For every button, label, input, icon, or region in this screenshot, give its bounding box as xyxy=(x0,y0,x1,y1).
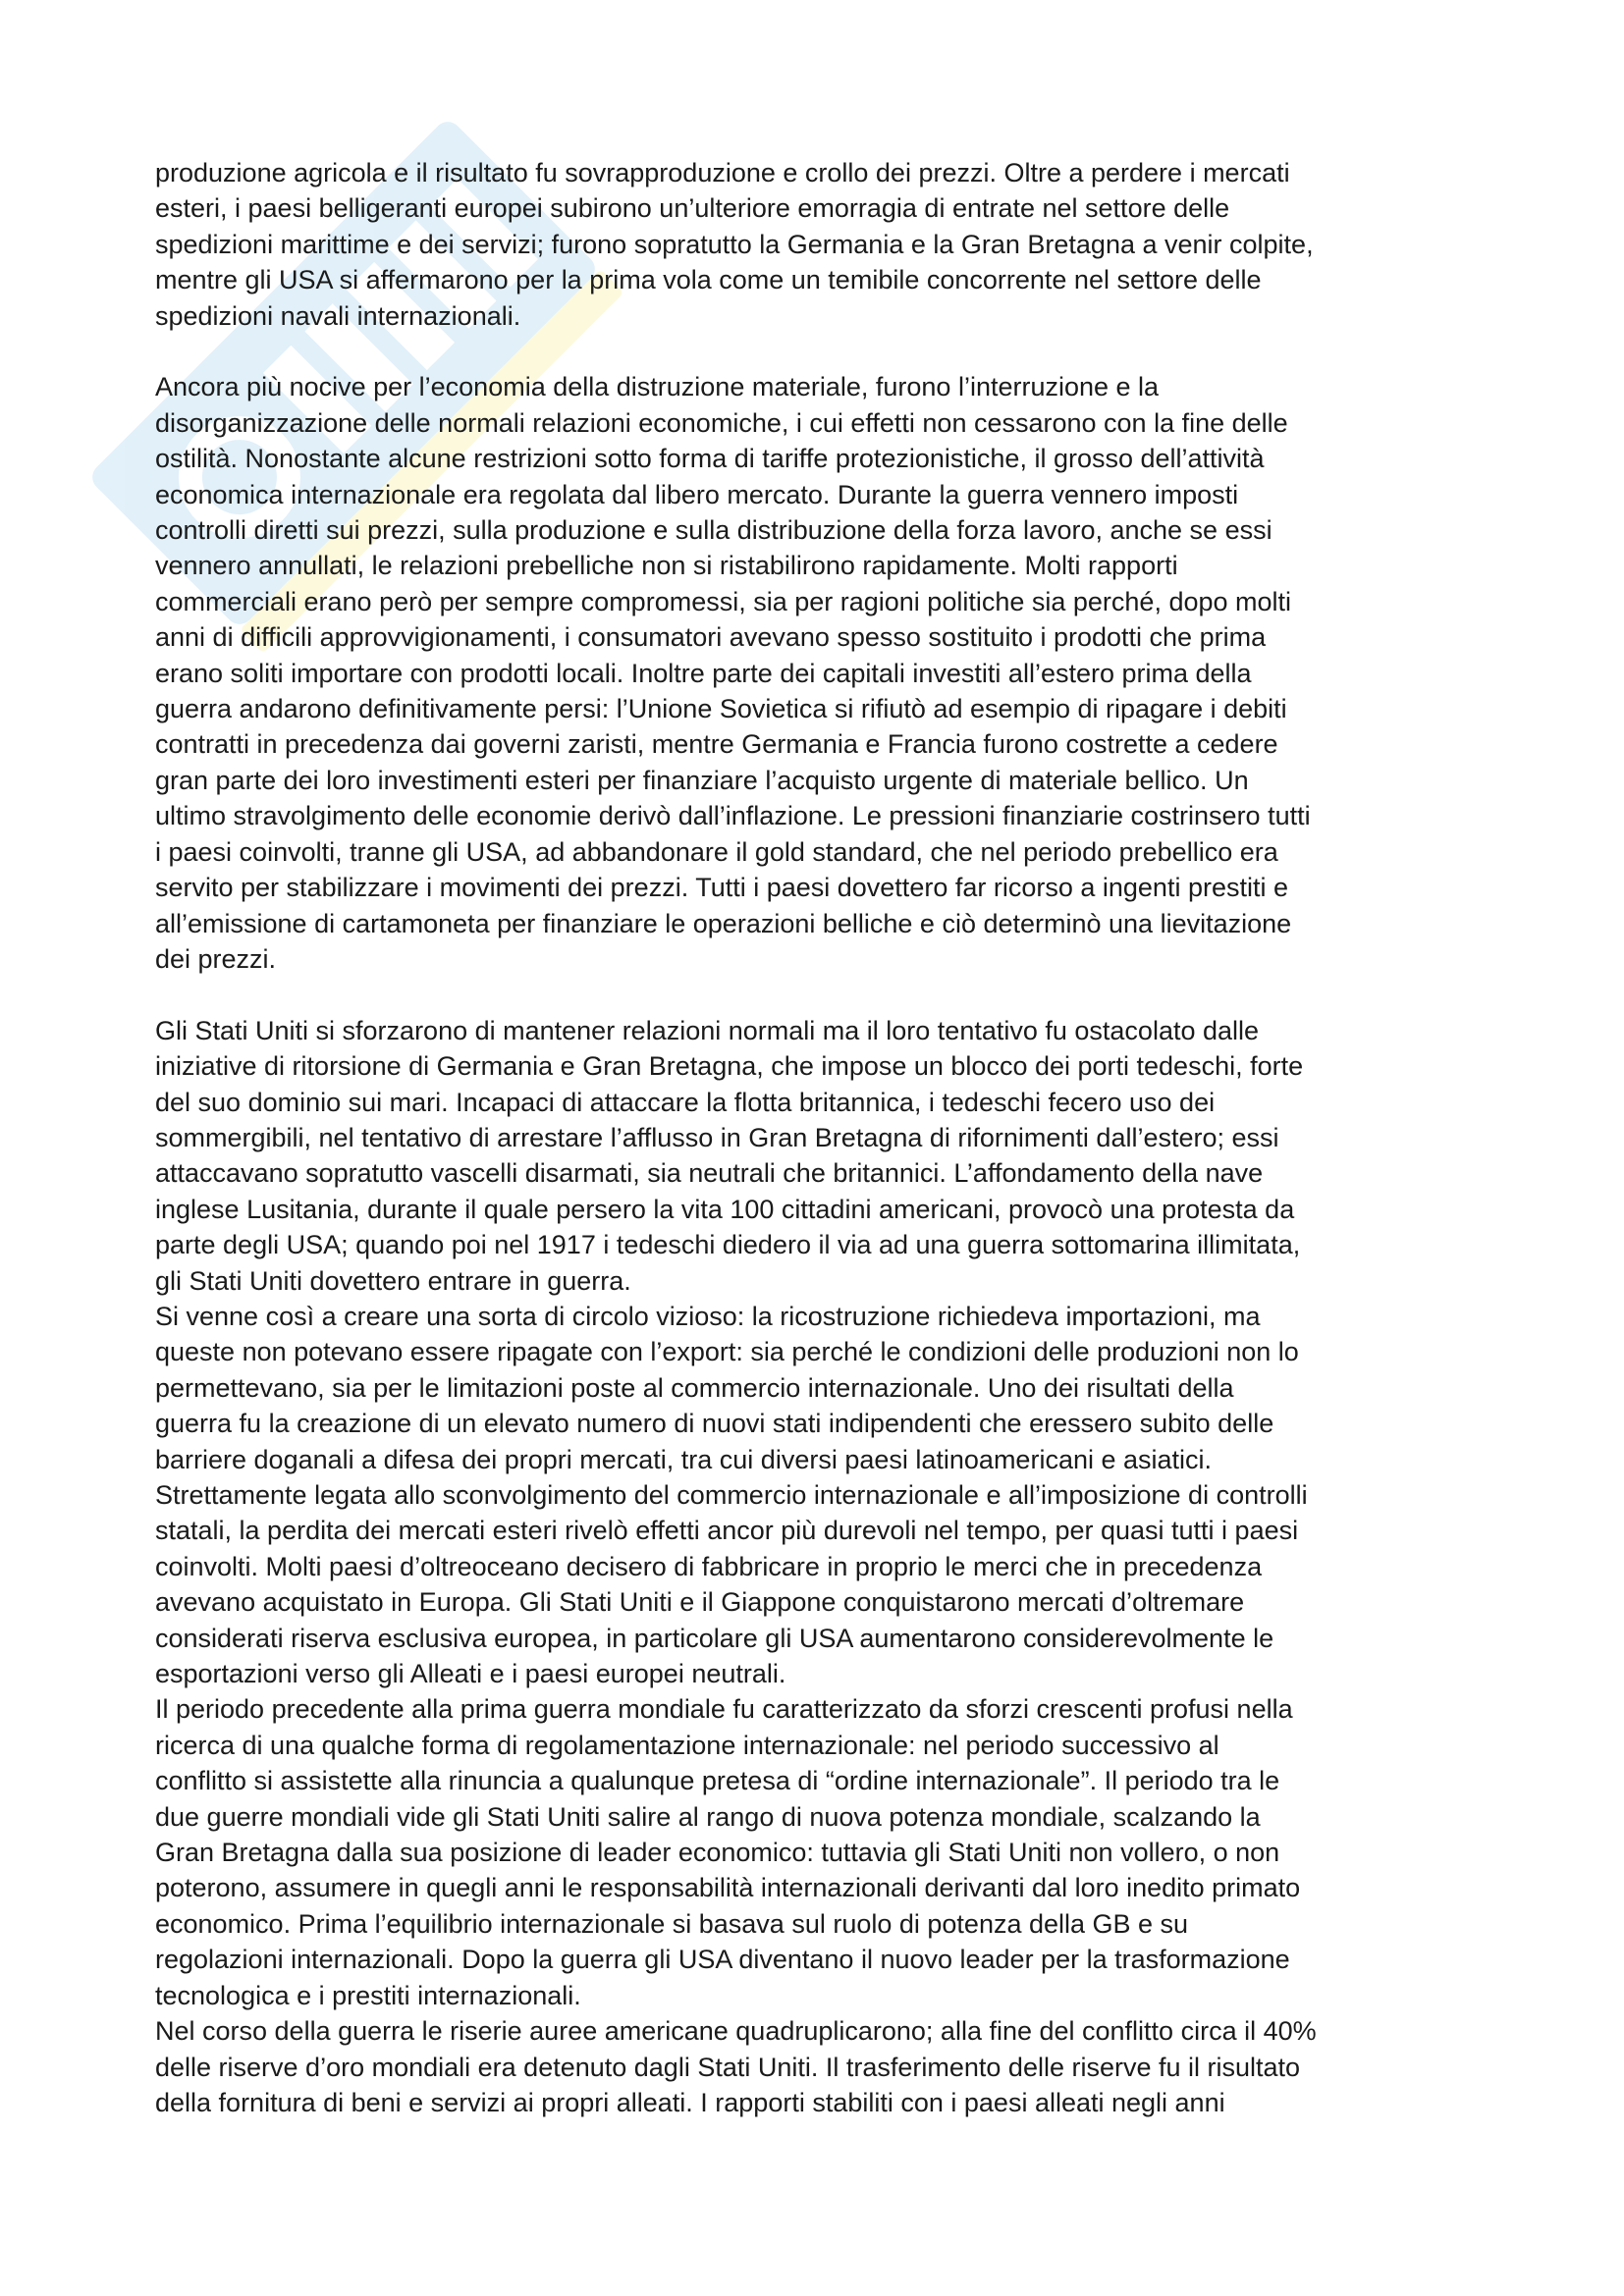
text-line: produzione agricola e il risultato fu sovrapproduzione e crollo dei prezzi. Oltre a perdere i mercati xyxy=(155,158,1290,187)
text-line: statali, la perdita dei mercati esteri rivelò effetti ancor più durevoli nel tempo, per quasi tutti i paesi xyxy=(155,1516,1299,1546)
text-line: Gran Bretagna dalla sua posizione di leader economico: tuttavia gli Stati Uniti non vollero, o non xyxy=(155,1838,1280,1868)
text-line: avevano acquistato in Europa. Gli Stati Uniti e il Giappone conquistarono mercati d’oltremare xyxy=(155,1587,1245,1618)
text-line: parte degli USA; quando poi nel 1917 i tedeschi diedero il via ad una guerra sottomarina illimitata, xyxy=(155,1230,1301,1260)
text-line: gli Stati Uniti dovettero entrare in guerra. xyxy=(155,1265,631,1296)
text-line: guerra fu la creazione di un elevato numero di nuovi stati indipendenti che eressero subito delle xyxy=(155,1409,1274,1439)
text-line: sommergibili, nel tentativo di arrestare l’afflusso in Gran Bretagna di rifornimenti dall’estero; essi xyxy=(155,1122,1279,1152)
text-line: economico. Prima l’equilibrio internazionale si basava sul ruolo di potenza della GB e su xyxy=(155,1908,1189,1939)
text-line: gran parte dei loro investimenti esteri per finanziare l’acquisto urgente di materiale bellico. Un xyxy=(155,765,1249,795)
text-line: erano soliti importare con prodotti locali. Inoltre parte dei capitali investiti all’estero prima della xyxy=(155,658,1252,688)
text-line: due guerre mondiali vide gli Stati Uniti salire al rango di nuova potenza mondiale, scalzando la xyxy=(155,1801,1261,1832)
text-line: spedizioni navali internazionali. xyxy=(155,300,521,331)
text-line: commerciali erano però per sempre compromessi, sia per ragioni politiche sia perché, dopo molti xyxy=(155,586,1292,616)
text-line: controlli diretti sui prezzi, sulla produzione e sulla distribuzione della forza lavoro, anche se essi xyxy=(155,515,1272,546)
paragraph-1 xyxy=(155,155,1490,334)
text-line: economica internazionale era regolata dal libero mercato. Durante la guerra vennero imposti xyxy=(155,479,1239,509)
text-line: coinvolti. Molti paesi d’oltreoceano decisero di fabbricare in proprio le merci che in precedenza xyxy=(155,1551,1263,1581)
text-line: poterono, assumere in quegli anni le responsabilità internazionali derivanti dal loro inedito primato xyxy=(155,1873,1301,1903)
text-line: all’emissione di cartamoneta per finanziare le operazioni belliche e ciò determinò una lievitazione xyxy=(155,908,1292,938)
text-line: i paesi coinvolti, tranne gli USA, ad abbandonare il gold standard, che nel periodo prebellico era xyxy=(155,836,1278,867)
paragraph-gap xyxy=(155,334,1490,369)
text-line: Strettamente legata allo sconvolgimento del commercio internazionale e all’imposizione di controlli xyxy=(155,1480,1308,1510)
text-line: ricerca di una qualche forma di regolamentazione internazionale: nel periodo successivo al xyxy=(155,1730,1219,1760)
paragraph-3 xyxy=(155,1013,1490,2121)
text-line: tecnologica e i prestiti internazionali. xyxy=(155,1980,581,2010)
text-line: Ancora più nocive per l’economia della distruzione materiale, furono l’interruzione e la xyxy=(155,372,1160,402)
text-line: barriere doganali a difesa dei propri mercati, tra cui diversi paesi latinoamericani e asiatici. xyxy=(155,1444,1213,1474)
text-line: ostilità. Nonostante alcune restrizioni sotto forma di tariffe protezionistiche, il grosso dell’attività xyxy=(155,444,1265,474)
text-line: servito per stabilizzare i movimenti dei prezzi. Tutti i paesi dovettero far ricorso a ingenti prestiti e xyxy=(155,873,1288,903)
text-line: inglese Lusitania, durante il quale persero la vita 100 cittadini americani, provocò una protesta da xyxy=(155,1194,1295,1224)
text-line: dei prezzi. xyxy=(155,943,277,974)
text-line: queste non potevano essere ripagate con l’export: sia perché le condizioni delle produzioni non lo xyxy=(155,1337,1299,1367)
text-line: anni di difficili approvvigionamenti, i consumatori avevano spesso sostituito i prodotti che prima xyxy=(155,622,1267,653)
text-line: regolazioni internazionali. Dopo la guerra gli USA diventano il nuovo leader per la trasformazione xyxy=(155,1945,1290,1975)
text-line: disorganizzazione delle normali relazioni economiche, i cui effetti non cessarono con la fine delle xyxy=(155,407,1288,438)
text-line: esteri, i paesi belligeranti europei subirono un’ulteriore emorragia di entrate nel settore delle xyxy=(155,193,1230,224)
text-line: del suo dominio sui mari. Incapaci di attaccare la flotta britannica, i tedeschi fecero uso dei xyxy=(155,1087,1216,1117)
text-line: esportazioni verso gli Alleati e i paesi europei neutrali. xyxy=(155,1659,786,1689)
text-line: considerati riserva esclusiva europea, in particolare gli USA aumentarono considerevolmente le xyxy=(155,1623,1274,1653)
document-body xyxy=(155,155,1490,2120)
text-line: spedizioni marittime e dei servizi; furono sopratutto la Germania e la Gran Bretagna a venir colpite, xyxy=(155,229,1314,259)
text-line: mentre gli USA si affermarono per la prima vola come un temibile concorrente nel settore delle xyxy=(155,265,1262,295)
text-line: Si venne così a creare una sorta di circolo vizioso: la ricostruzione richiedeva importazioni, ma xyxy=(155,1301,1261,1331)
text-line: delle riserve d’oro mondiali era detenuto dagli Stati Uniti. Il trasferimento delle riserve fu il risultato xyxy=(155,2052,1301,2082)
text-line: vennero annullati, le relazioni prebelliche non si ristabilirono rapidamente. Molti rapporti xyxy=(155,551,1178,581)
text-line: permettevano, sia per le limitazioni poste al commercio internazionale. Uno dei risultati della xyxy=(155,1372,1234,1403)
text-line: Nel corso della guerra le riserie auree americane quadruplicarono; alla fine del conflitto circa il 40% xyxy=(155,2016,1317,2047)
text-line: ultimo stravolgimento delle economie derivò dall’inflazione. Le pressioni finanziarie costrinsero tutti xyxy=(155,801,1311,831)
text-line: conflitto si assistette alla rinuncia a qualunque pretesa di “ordine internazionale”. Il periodo tra le xyxy=(155,1766,1280,1796)
text-line: Gli Stati Uniti si sforzarono di mantener relazioni normali ma il loro tentativo fu ostacolato dalle xyxy=(155,1015,1260,1045)
text-line: attaccavano sopratutto vascelli disarmati, sia neutrali che britannici. L’affondamento della nave xyxy=(155,1158,1264,1189)
paragraph-gap xyxy=(155,977,1490,1012)
text-line: contratti in precedenza dai governi zaristi, mentre Germania e Francia furono costrette a cedere xyxy=(155,729,1278,760)
text-line: guerra andarono definitivamente persi: l’Unione Sovietica si rifiutò ad esempio di ripagare i debiti xyxy=(155,694,1287,724)
text-line: Il periodo precedente alla prima guerra mondiale fu caratterizzato da sforzi crescenti profusi nella xyxy=(155,1694,1293,1725)
text-line: iniziative di ritorsione di Germania e Gran Bretagna, che impose un blocco dei porti tedeschi, forte xyxy=(155,1051,1304,1082)
paragraph-2 xyxy=(155,369,1490,977)
text-line: della fornitura di beni e servizi ai propri alleati. I rapporti stabiliti con i paesi alleati negli anni xyxy=(155,2087,1225,2117)
